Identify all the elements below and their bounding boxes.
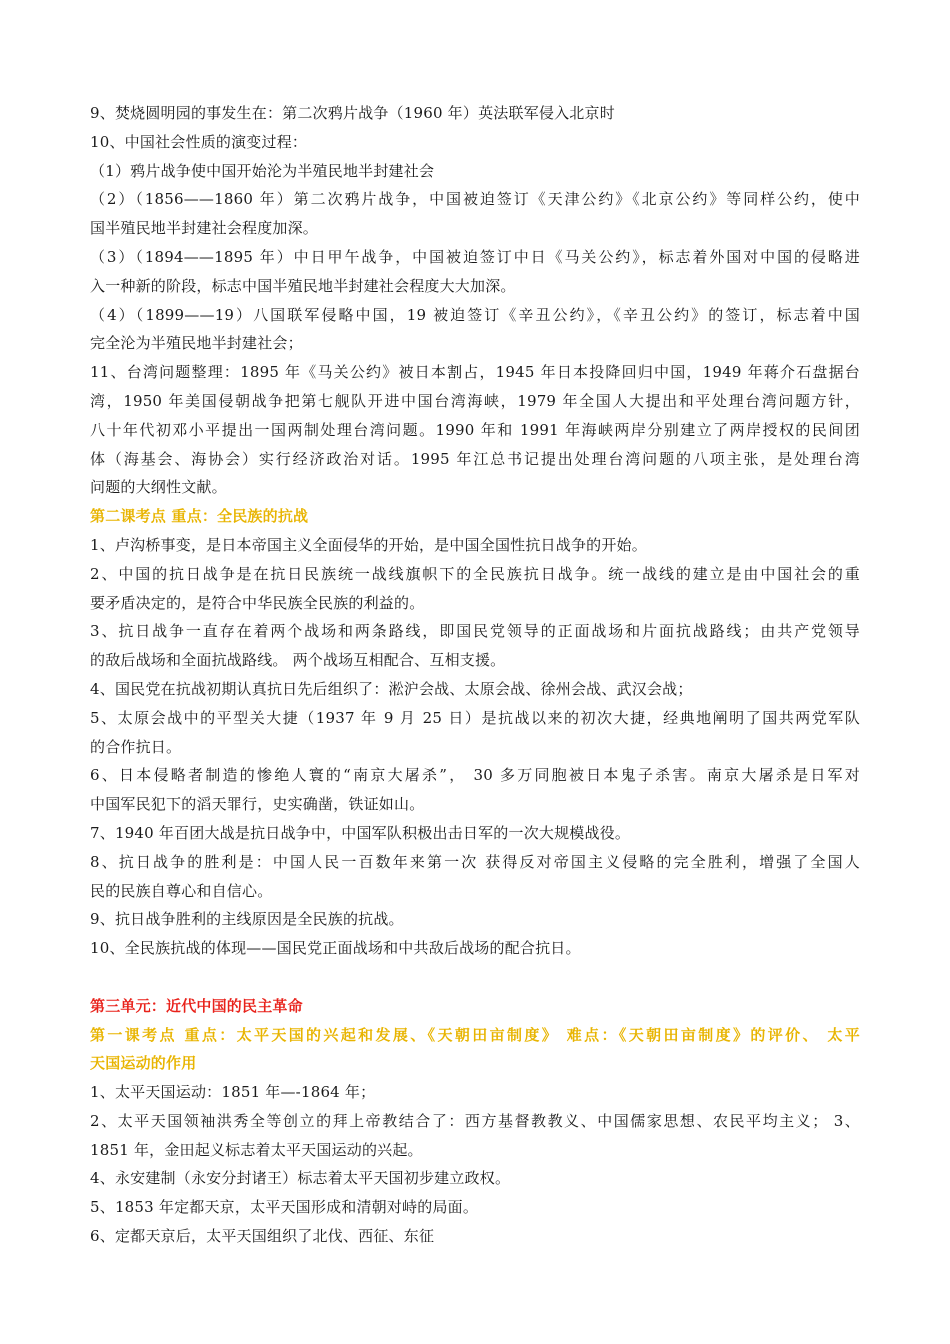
text-line: 中国军民犯下的滔天罪行，史实确凿，铁证如山。 [90,795,425,814]
text-line: 完全沦为半殖民地半封建社会； [90,334,303,353]
text-line: 10、中国社会性质的演变过程： [90,132,308,151]
text-line: 1、卢沟桥事变，是日本帝国主义全面侵华的开始，是中国全国性抗日战争的开始。 [90,535,647,554]
text-line: 入一种新的阶段，标志中国半殖民地半封建社会程度大大加深。 [90,276,516,295]
text-line: 5、1853 年定都天京，太平天国形成和清朝对峙的局面。 [90,1198,479,1217]
text-line: （2）（1856——1860 年）第二次鸦片战争，中国被迫签订《天津公约》《北京公约》等同样公约，使中 [90,190,860,209]
text-line: （1）鸦片战争使中国开始沦为半殖民地半封建社会 [90,161,435,180]
text-line: 9、抗日战争胜利的主线原因是全民族的抗战。 [90,910,404,929]
text-line: 8、抗日战争的胜利是：中国人民一百数年来第一次 获得反对帝国主义侵略的完全胜利，增强了全国人 [90,852,860,871]
lesson-heading: 第一课考点 重点：太平天国的兴起和发展、《天朝田亩制度》 难点：《天朝田亩制度》的评价、 太平 [90,1025,860,1044]
text-line: 1、太平天国运动：1851 年—-1864 年； [90,1083,376,1102]
lesson-heading: 第二课考点 重点：全民族的抗战 [90,507,309,526]
text-line: 的合作抗日。 [90,737,182,756]
text-line: 要矛盾决定的，是符合中华民族全民族的利益的。 [90,593,425,612]
text-line: 4、永安建制（永安分封诸王）标志着太平天国初步建立政权。 [90,1169,511,1188]
text-line: （3）（1894——1895 年）中日甲午战争，中国被迫签订中日《马关公约》，标志着外国对中国的侵略进 [90,247,860,266]
text-line: 八十年代初邓小平提出一国两制处理台湾问题。1990 年和 1991 年海峡两岸分别建立了两岸授权的民间团 [90,420,860,439]
text-line: 2、中国的抗日战争是在抗日民族统一战线旗帜下的全民族抗日战争。统一战线的建立是由中国社会的重 [90,564,860,583]
text-line: 11、台湾问题整理：1895 年《马关公约》被日本割占，1945 年日本投降回归中国，1949 年蒋介石盘据台 [90,363,860,382]
text-line: 湾，1950 年美国侵朝战争把第七舰队开进中国台湾海峡，1979 年全国人大提出和平处理台湾问题方针， [90,391,860,410]
text-line: 民的民族自尊心和自信心。 [90,881,273,900]
text-line: 7、1940 年百团大战是抗日战争中，中国军队积极出击日军的一次大规模战役。 [90,823,631,842]
text-line: 10、全民族抗战的体现——国民党正面战场和中共敌后战场的配合抗日。 [90,939,581,958]
text-line: 问题的大纲性文献。 [90,478,227,497]
unit-heading: 第三单元：近代中国的民主革命 [90,996,303,1015]
text-line: 6、日本侵略者制造的惨绝人寰的“南京大屠杀”， 30 多万同胞被日本鬼子杀害。南京大屠杀是日军对 [90,766,860,785]
blank-line [90,963,860,992]
text-line: 1851 年，金田起义标志着太平天国运动的兴起。 [90,1140,423,1159]
lesson-heading: 天国运动的作用 [90,1054,197,1073]
text-line: 5、太原会战中的平型关大捷（1937 年 9 月 25 日）是抗战以来的初次大捷，经典地阐明了国共两党军队 [90,708,860,727]
document-page [90,99,860,1251]
text-line: （4）（1899——19）八国联军侵略中国，19 被迫签订《辛丑公约》，《辛丑公约》的签订，标志着中国 [90,305,860,324]
text-line: 的敌后战场和全面抗战路线。 两个战场互相配合、互相支援。 [90,651,506,670]
text-line: 3、抗日战争一直存在着两个战场和两条路线，即国民党领导的正面战场和片面抗战路线；由共产党领导 [90,622,860,641]
text-line: 2、太平天国领袖洪秀全等创立的拜上帝教结合了：西方基督教教义、中国儒家思想、农民平均主义； 3、 [90,1111,860,1130]
text-line: 体（海基会、海协会）实行经济政治对话。1995 年江总书记提出处理台湾问题的八项主张，是处理台湾 [90,449,860,468]
text-line: 4、国民党在抗战初期认真抗日先后组织了：淞沪会战、太原会战、徐州会战、武汉会战； [90,679,693,698]
text-line: 9、焚烧圆明园的事发生在：第二次鸦片战争（1960 年）英法联军侵入北京时 [90,104,615,122]
text-line: 6、定都天京后，太平天国组织了北伐、西征、东征 [90,1227,435,1246]
text-line: 国半殖民地半封建社会程度加深。 [90,219,319,238]
